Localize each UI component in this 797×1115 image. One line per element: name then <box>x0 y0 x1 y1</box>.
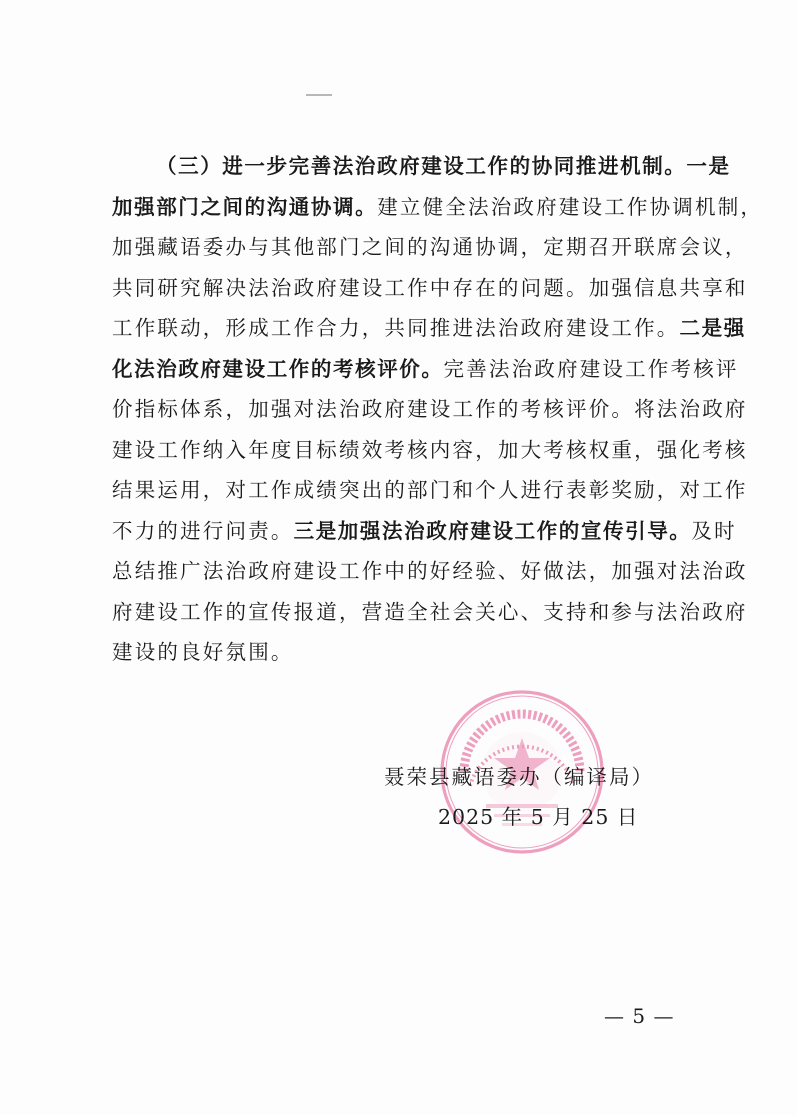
text-span: 及时 <box>691 518 737 543</box>
scan-mark <box>306 94 332 96</box>
paragraph-line <box>112 146 731 187</box>
bold-text-span: 一是 <box>686 154 731 178</box>
bold-text-span: 二是强 <box>679 316 746 340</box>
paragraph-line <box>112 389 748 430</box>
bold-text-span: 三是加强法治政府建设工作的宣传引导。 <box>293 518 692 543</box>
paragraph-line <box>112 470 748 511</box>
text-span: 工作联动，形成工作合力，共同推进法治政府建设工作。 <box>112 316 680 340</box>
text-span: 共同研究解决法治政府建设工作中存在的问题。加强信息共享和 <box>112 275 748 300</box>
paragraph-line <box>112 632 710 673</box>
text-span: 府建设工作的宣传报道，营造全社会关心、支持和参与法治政府 <box>112 599 748 624</box>
bold-text-span: 加强部门之间的沟通协调。 <box>112 194 378 219</box>
paragraph-line <box>112 349 739 390</box>
body-paragraph <box>112 146 764 673</box>
paragraph-line <box>112 551 748 592</box>
text-span: 建立健全法治政府建设工作协调机制， <box>377 194 764 219</box>
paragraph-line <box>112 511 737 552</box>
issue-date: 2025 年 5 月 25 日 <box>438 805 639 829</box>
text-span: 建设的良好氛围。 <box>112 640 294 664</box>
paragraph-line <box>112 592 748 633</box>
paragraph-line <box>112 268 748 309</box>
paragraph-line <box>112 187 764 228</box>
text-span: 结果运用，对工作成绩突出的部门和个人进行表彰奖励，对工作 <box>112 478 748 502</box>
text-span: 价指标体系，加强对法治政府建设工作的考核评价。将法治政府 <box>112 397 748 421</box>
paragraph-line <box>112 308 746 349</box>
issuer-signature: 聂荣县藏语委办（编译局） <box>384 765 654 789</box>
paragraph-line <box>112 227 748 268</box>
text-span: 总结推广法治政府建设工作中的好经验、好做法，加强对法治政 <box>112 559 748 583</box>
text-span: 不力的进行问责。 <box>112 518 294 543</box>
paragraph-line <box>112 430 748 471</box>
text-span: 建设工作纳入年度目标绩效考核内容，加大考核权重，强化考核 <box>112 437 748 462</box>
bold-text-span: 化法治政府建设工作的考核评价。 <box>112 356 444 381</box>
page-number: — 5 — <box>604 1004 675 1028</box>
bold-text-span: （三）进一步完善法治政府建设工作的协同推进机制。 <box>156 154 687 178</box>
text-span: 完善法治政府建设工作考核评 <box>443 356 739 381</box>
text-span: 加强藏语委办与其他部门之间的沟通协调，定期召开联席会议， <box>112 235 748 259</box>
